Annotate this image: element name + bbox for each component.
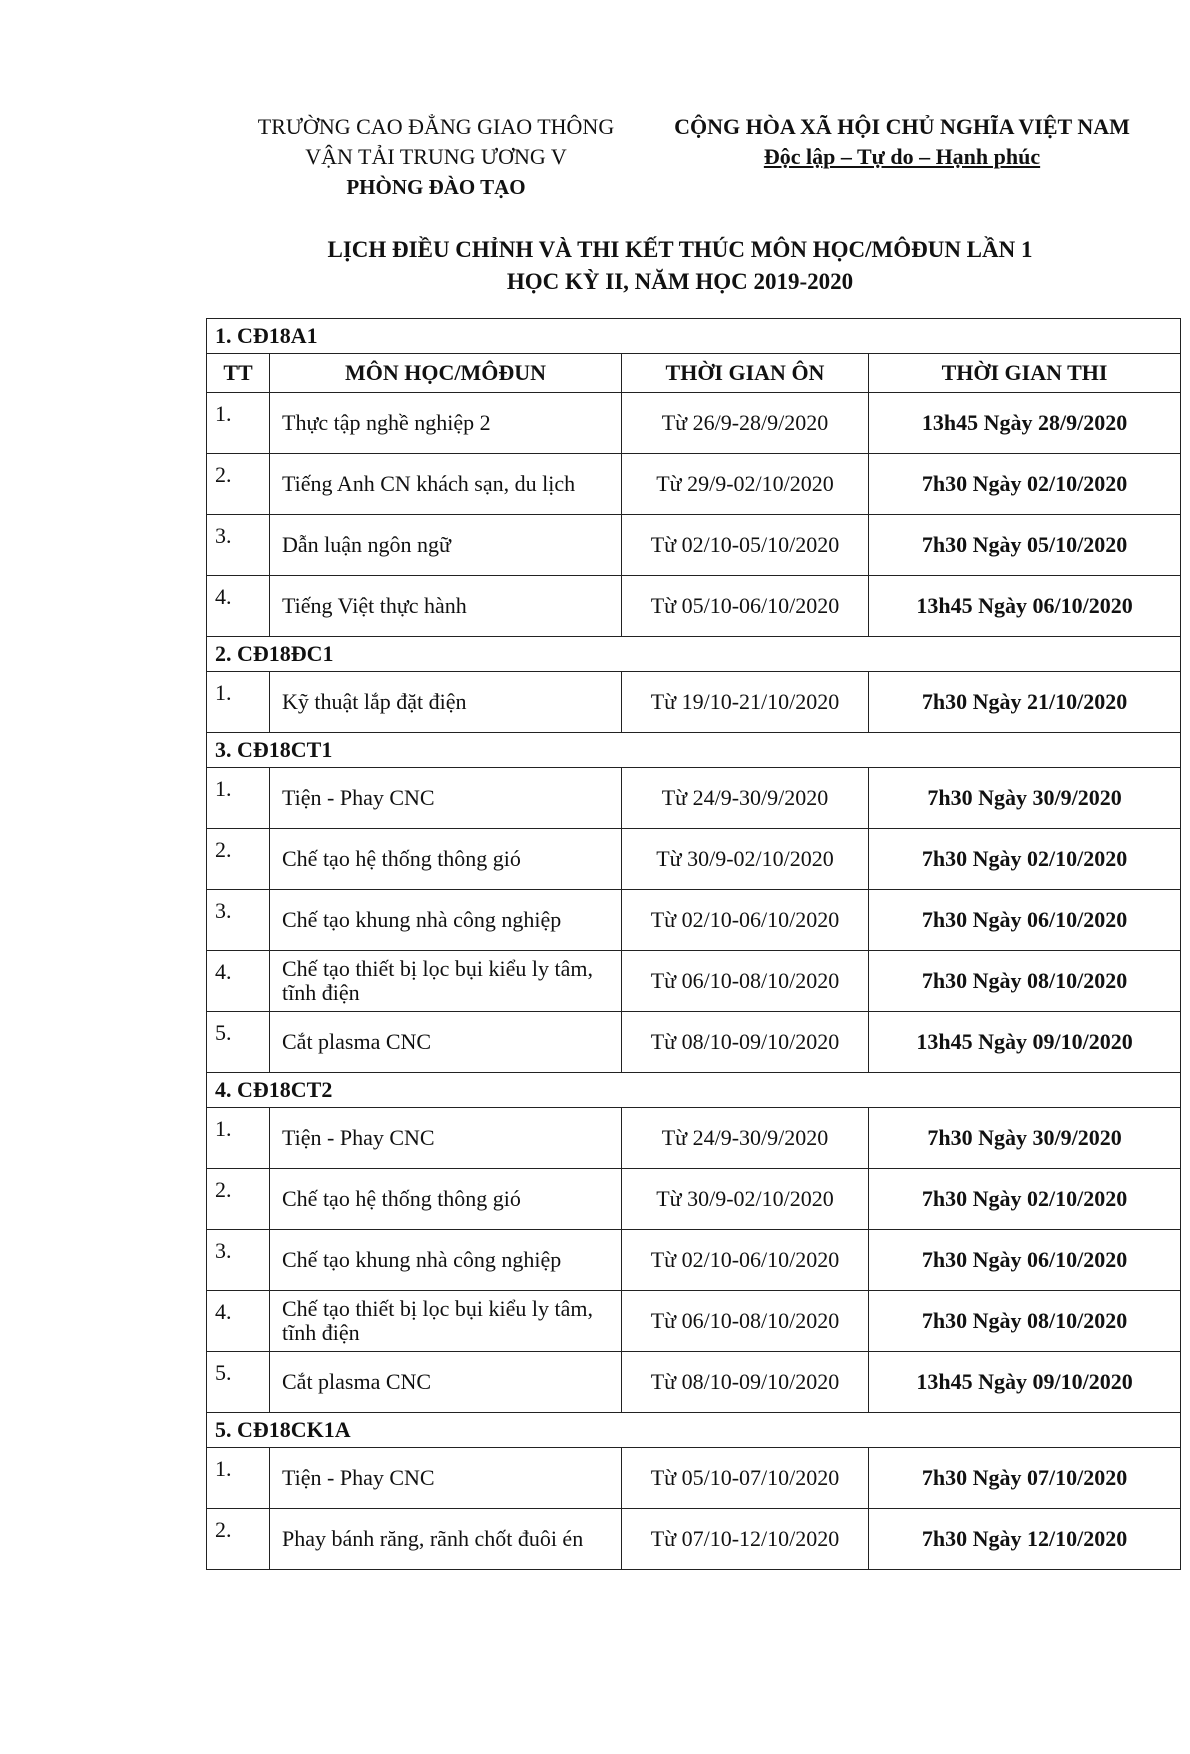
class-group-row xyxy=(207,733,1181,768)
exam-time: 7h30 Ngày 30/9/2020 xyxy=(869,1108,1181,1169)
column-header-exam-time: THỜI GIAN THI xyxy=(869,354,1181,393)
review-time: Từ 19/10-21/10/2020 xyxy=(622,672,869,733)
class-group-name: 1. CĐ18A1 xyxy=(207,319,1181,354)
title-line1: LỊCH ĐIỀU CHỈNH VÀ THI KẾT THÚC MÔN HỌC/MÔĐUN LẦN 1 xyxy=(327,237,1033,262)
table-row xyxy=(207,454,1181,515)
review-time: Từ 02/10-05/10/2020 xyxy=(622,515,869,576)
class-group-row xyxy=(207,637,1181,672)
table-row xyxy=(207,1012,1181,1073)
school-name-line2: VẬN TẢI TRUNG ƯƠNG V xyxy=(305,144,567,169)
table-row xyxy=(207,1352,1181,1413)
exam-time: 7h30 Ngày 12/10/2020 xyxy=(869,1509,1181,1570)
row-number: 4. xyxy=(207,576,270,637)
subject-name: Chế tạo thiết bị lọc bụi kiểu ly tâm, tĩnh điện xyxy=(270,951,622,1012)
subject-name: Tiện - Phay CNC xyxy=(270,768,622,829)
exam-time: 7h30 Ngày 08/10/2020 xyxy=(869,951,1181,1012)
review-time: Từ 08/10-09/10/2020 xyxy=(622,1352,869,1413)
review-time: Từ 24/9-30/9/2020 xyxy=(622,768,869,829)
exam-time: 7h30 Ngày 30/9/2020 xyxy=(869,768,1181,829)
exam-time: 13h45 Ngày 28/9/2020 xyxy=(869,393,1181,454)
class-group-name: 2. CĐ18ĐC1 xyxy=(207,637,1181,672)
row-number: 3. xyxy=(207,1230,270,1291)
subject-name: Thực tập nghề nghiệp 2 xyxy=(270,393,622,454)
table-row xyxy=(207,951,1181,1012)
review-time: Từ 30/9-02/10/2020 xyxy=(622,829,869,890)
row-number: 5. xyxy=(207,1352,270,1413)
row-number: 4. xyxy=(207,951,270,1012)
table-row xyxy=(207,1169,1181,1230)
review-time: Từ 05/10-07/10/2020 xyxy=(622,1448,869,1509)
table-row xyxy=(207,1291,1181,1352)
column-header-subject: MÔN HỌC/MÔĐUN xyxy=(270,354,622,393)
schedule-body xyxy=(207,319,1181,1570)
table-row xyxy=(207,768,1181,829)
subject-name: Chế tạo hệ thống thông gió xyxy=(270,829,622,890)
review-time: Từ 06/10-08/10/2020 xyxy=(622,951,869,1012)
exam-time: 13h45 Ngày 06/10/2020 xyxy=(869,576,1181,637)
row-number: 3. xyxy=(207,890,270,951)
table-row xyxy=(207,576,1181,637)
subject-name: Tiện - Phay CNC xyxy=(270,1448,622,1509)
exam-time: 13h45 Ngày 09/10/2020 xyxy=(869,1352,1181,1413)
exam-time: 7h30 Ngày 02/10/2020 xyxy=(869,454,1181,515)
subject-name: Cắt plasma CNC xyxy=(270,1352,622,1413)
subject-name: Chế tạo hệ thống thông gió xyxy=(270,1169,622,1230)
subject-name: Chế tạo khung nhà công nghiệp xyxy=(270,890,622,951)
subject-name: Tiếng Việt thực hành xyxy=(270,576,622,637)
exam-schedule-table xyxy=(206,318,1181,1570)
national-title: CỘNG HÒA XÃ HỘI CHỦ NGHĨA VIỆT NAM xyxy=(674,114,1130,139)
national-header xyxy=(652,112,1152,172)
row-number: 2. xyxy=(207,1509,270,1570)
row-number: 4. xyxy=(207,1291,270,1352)
table-row xyxy=(207,1509,1181,1570)
row-number: 1. xyxy=(207,1108,270,1169)
review-time: Từ 26/9-28/9/2020 xyxy=(622,393,869,454)
row-number: 2. xyxy=(207,454,270,515)
exam-time: 7h30 Ngày 06/10/2020 xyxy=(869,1230,1181,1291)
table-row xyxy=(207,829,1181,890)
class-group-row xyxy=(207,319,1181,354)
exam-time: 7h30 Ngày 02/10/2020 xyxy=(869,1169,1181,1230)
review-time: Từ 05/10-06/10/2020 xyxy=(622,576,869,637)
class-group-name: 3. CĐ18CT1 xyxy=(207,733,1181,768)
national-motto: Độc lập – Tự do – Hạnh phúc xyxy=(763,144,1041,169)
column-header-tt: TT xyxy=(207,354,270,393)
table-row xyxy=(207,890,1181,951)
exam-time: 7h30 Ngày 21/10/2020 xyxy=(869,672,1181,733)
review-time: Từ 08/10-09/10/2020 xyxy=(622,1012,869,1073)
table-row xyxy=(207,1448,1181,1509)
exam-time: 7h30 Ngày 06/10/2020 xyxy=(869,890,1181,951)
subject-name: Tiện - Phay CNC xyxy=(270,1108,622,1169)
class-group-row xyxy=(207,1413,1181,1448)
row-number: 1. xyxy=(207,768,270,829)
document-title xyxy=(240,234,1120,298)
review-time: Từ 29/9-02/10/2020 xyxy=(622,454,869,515)
subject-name: Chế tạo khung nhà công nghiệp xyxy=(270,1230,622,1291)
subject-name: Chế tạo thiết bị lọc bụi kiểu ly tâm, tĩnh điện xyxy=(270,1291,622,1352)
table-row xyxy=(207,393,1181,454)
table-header-row xyxy=(207,354,1181,393)
department-name: PHÒNG ĐÀO TẠO xyxy=(346,175,526,199)
class-group-name: 4. CĐ18CT2 xyxy=(207,1073,1181,1108)
school-header xyxy=(236,112,636,202)
table-row xyxy=(207,515,1181,576)
row-number: 5. xyxy=(207,1012,270,1073)
subject-name: Kỹ thuật lắp đặt điện xyxy=(270,672,622,733)
table-row xyxy=(207,1108,1181,1169)
exam-time: 7h30 Ngày 08/10/2020 xyxy=(869,1291,1181,1352)
row-number: 3. xyxy=(207,515,270,576)
exam-time: 13h45 Ngày 09/10/2020 xyxy=(869,1012,1181,1073)
review-time: Từ 02/10-06/10/2020 xyxy=(622,890,869,951)
row-number: 1. xyxy=(207,672,270,733)
review-time: Từ 06/10-08/10/2020 xyxy=(622,1291,869,1352)
row-number: 1. xyxy=(207,393,270,454)
column-header-review-time: THỜI GIAN ÔN xyxy=(622,354,869,393)
school-name-line1: TRƯỜNG CAO ĐẲNG GIAO THÔNG xyxy=(257,114,615,139)
subject-name: Cắt plasma CNC xyxy=(270,1012,622,1073)
review-time: Từ 24/9-30/9/2020 xyxy=(622,1108,869,1169)
row-number: 2. xyxy=(207,829,270,890)
exam-time: 7h30 Ngày 07/10/2020 xyxy=(869,1448,1181,1509)
subject-name: Phay bánh răng, rãnh chốt đuôi én xyxy=(270,1509,622,1570)
review-time: Từ 30/9-02/10/2020 xyxy=(622,1169,869,1230)
exam-time: 7h30 Ngày 05/10/2020 xyxy=(869,515,1181,576)
class-group-row xyxy=(207,1073,1181,1108)
exam-time: 7h30 Ngày 02/10/2020 xyxy=(869,829,1181,890)
table-row xyxy=(207,672,1181,733)
row-number: 2. xyxy=(207,1169,270,1230)
title-line2: HỌC KỲ II, NĂM HỌC 2019-2020 xyxy=(506,269,854,294)
subject-name: Tiếng Anh CN khách sạn, du lịch xyxy=(270,454,622,515)
row-number: 1. xyxy=(207,1448,270,1509)
review-time: Từ 07/10-12/10/2020 xyxy=(622,1509,869,1570)
class-group-name: 5. CĐ18CK1A xyxy=(207,1413,1181,1448)
review-time: Từ 02/10-06/10/2020 xyxy=(622,1230,869,1291)
table-row xyxy=(207,1230,1181,1291)
subject-name: Dẫn luận ngôn ngữ xyxy=(270,515,622,576)
